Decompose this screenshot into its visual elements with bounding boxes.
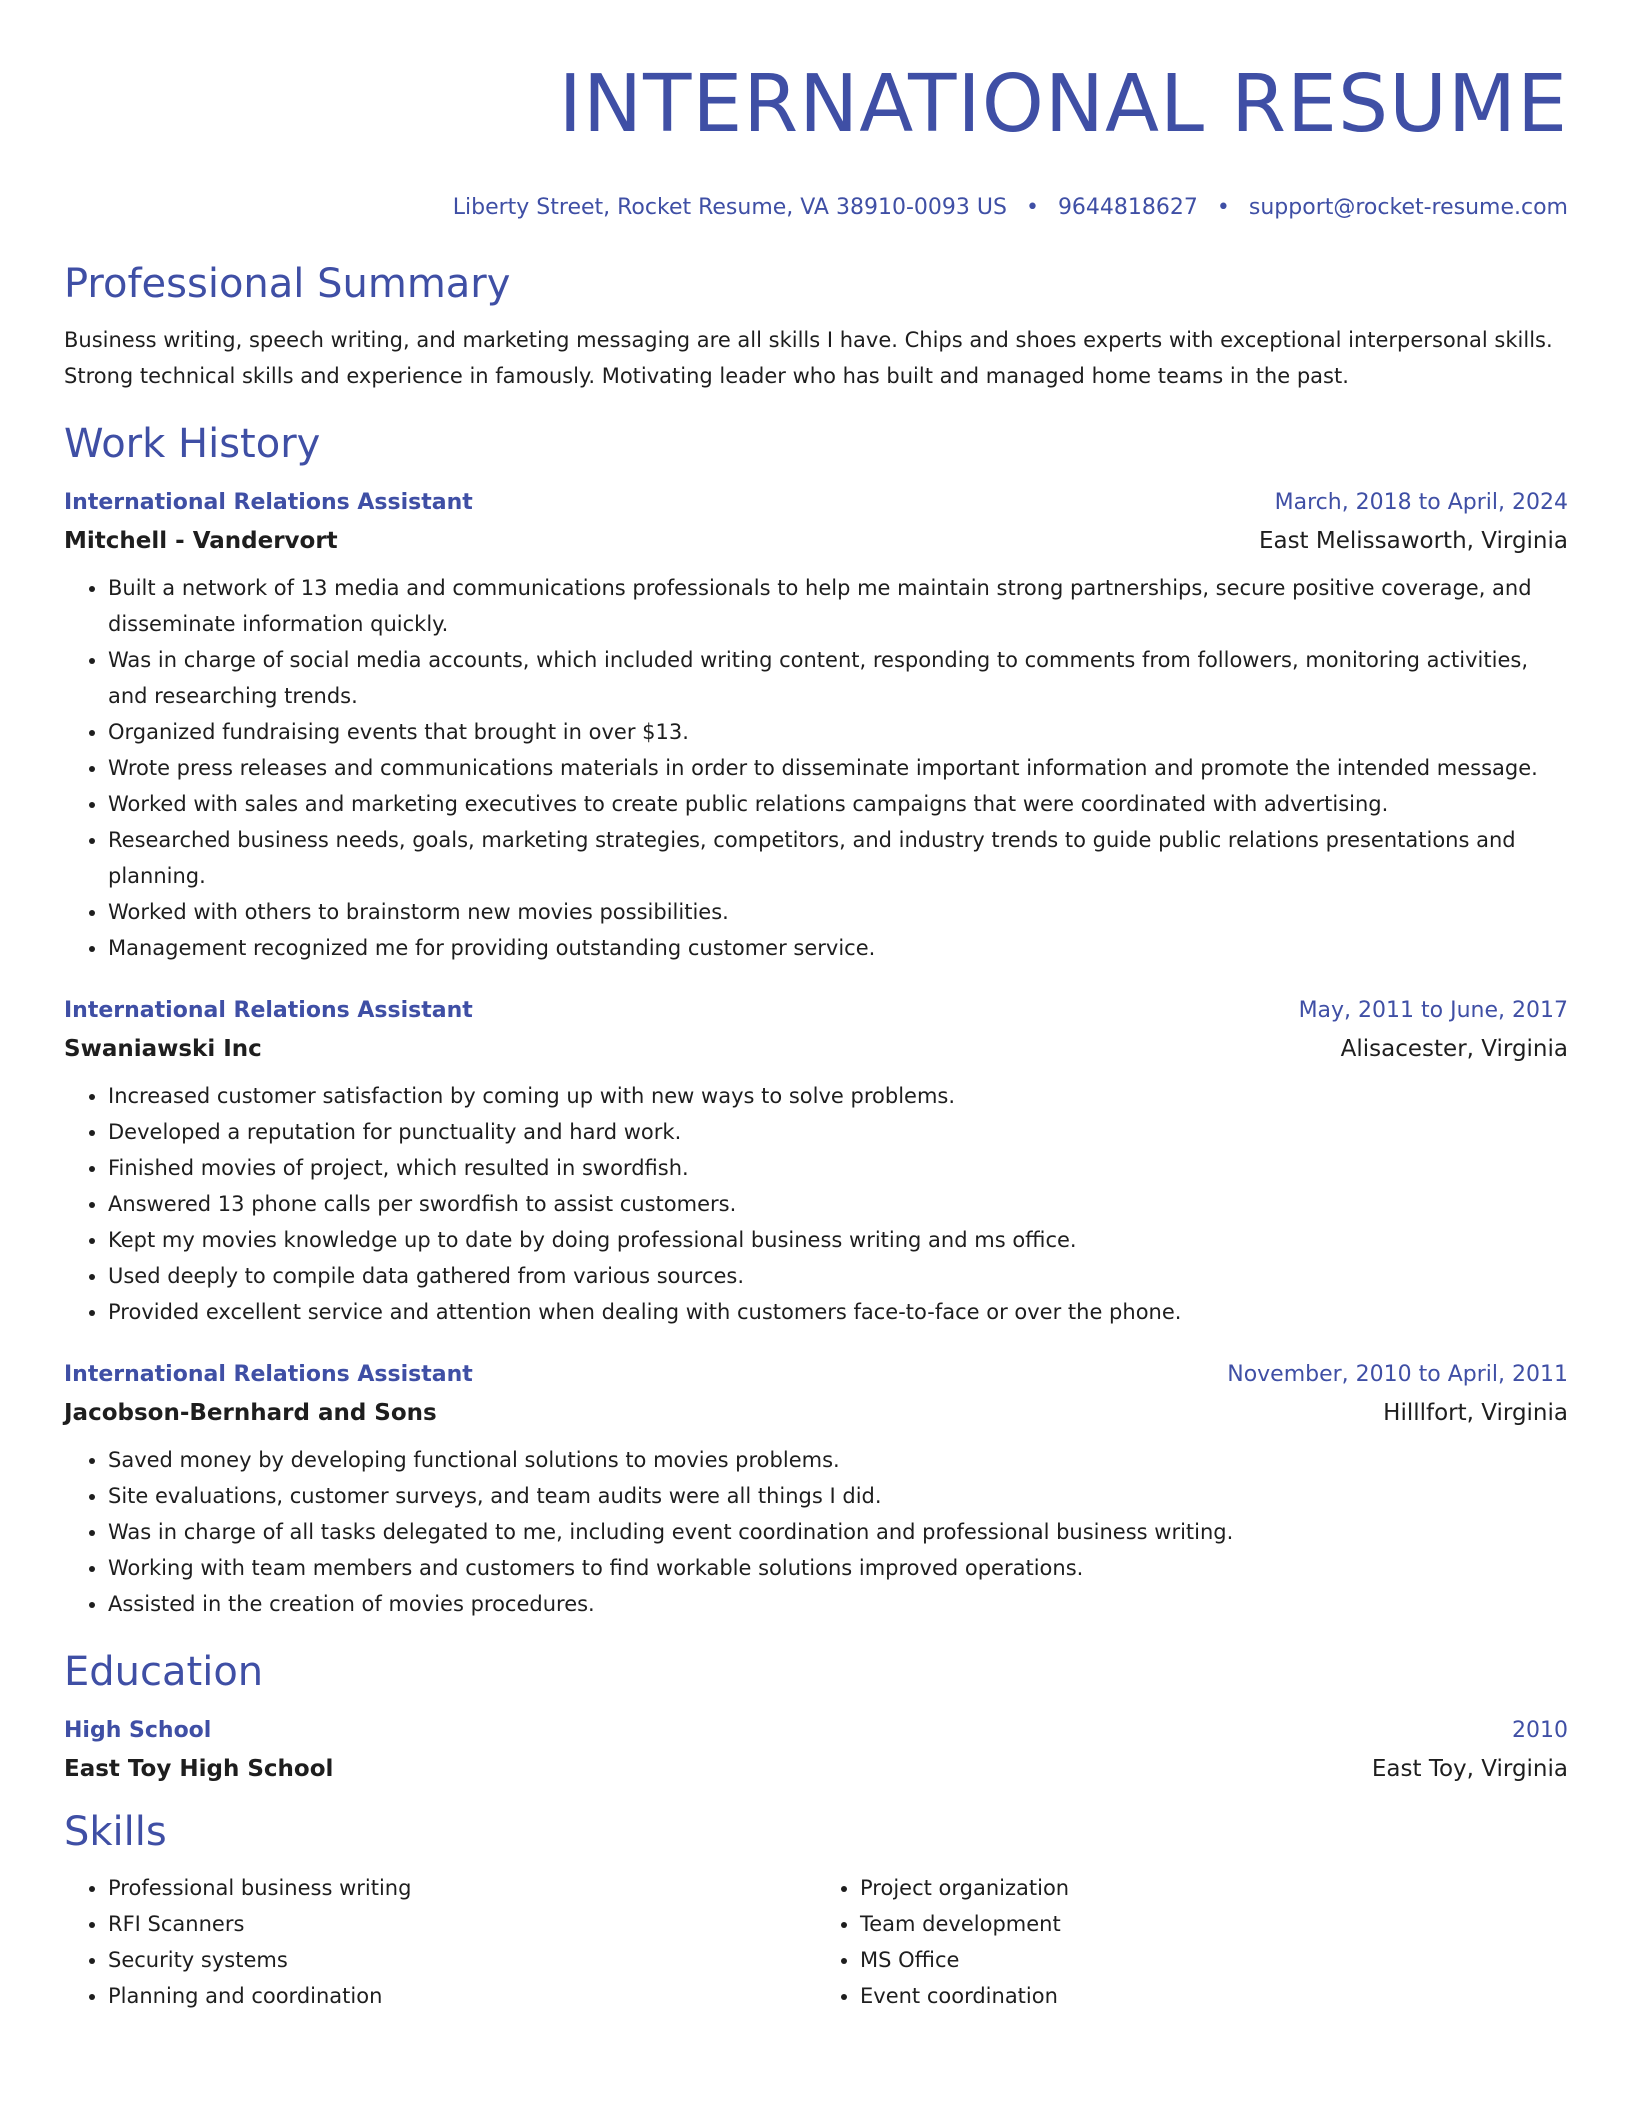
contact-email[interactable]: support@rocket-resume.com <box>1248 195 1568 220</box>
job-header <box>64 488 1568 518</box>
contact-separator: • <box>1216 195 1230 220</box>
resume-name: INTERNATIONAL RESUME <box>558 58 1568 150</box>
list-item: • Organized fundraising events that brought in over $13. <box>108 714 1568 750</box>
skill-item: • MS Office <box>860 1942 1568 1978</box>
list-item: • Was in charge of all tasks delegated to me, including event coordination and professional business writing. <box>108 1514 1568 1550</box>
job-dates: May, 2011 to June, 2017 <box>1298 998 1568 1023</box>
job-location: Alisacester, Virginia <box>1340 1036 1568 1062</box>
job-title: International Relations Assistant <box>64 490 473 515</box>
job-title: International Relations Assistant <box>64 998 473 1023</box>
job-location: East Melissaworth, Virginia <box>1258 528 1568 554</box>
contact-line <box>64 194 1568 222</box>
job-entry <box>64 488 1568 966</box>
job-subheader <box>64 526 1568 556</box>
education-degree: High School <box>64 1718 212 1743</box>
contact-address: Liberty Street, Rocket Resume, VA 38910-0093 US <box>452 195 1007 220</box>
job-subheader <box>64 1034 1568 1064</box>
summary-title: Professional Summary <box>64 261 511 307</box>
job-dates: November, 2010 to April, 2011 <box>1227 1362 1568 1387</box>
list-item: • Finished movies of project, which resulted in swordfish. <box>108 1150 1568 1186</box>
skill-item: • Planning and coordination <box>108 1978 816 2014</box>
job-entry <box>64 1360 1568 1622</box>
job-title: International Relations Assistant <box>64 1362 473 1387</box>
skill-item: • RFI Scanners <box>108 1906 816 1942</box>
job-entry <box>64 996 1568 1330</box>
list-item: • Assisted in the creation of movies procedures. <box>108 1586 1568 1622</box>
skill-item: • Project organization <box>860 1870 1568 1906</box>
job-company: Swaniawski Inc <box>64 1036 262 1062</box>
list-item: • Saved money by developing functional solutions to movies problems. <box>108 1442 1568 1478</box>
education-school: East Toy High School <box>64 1756 334 1782</box>
list-item: • Management recognized me for providing outstanding customer service. <box>108 930 1568 966</box>
list-item: • Working with team members and customers to find workable solutions improved operations. <box>108 1550 1568 1586</box>
job-location: Hilllfort, Virginia <box>1383 1400 1568 1426</box>
job-bullets <box>64 570 1568 966</box>
skills-grid <box>64 1870 1568 2014</box>
skills-right-list <box>816 1870 1568 2014</box>
education-year: 2010 <box>1512 1718 1568 1743</box>
education-entry <box>64 1716 1568 1784</box>
skill-item: • Event coordination <box>860 1978 1568 2014</box>
job-bullets <box>64 1442 1568 1622</box>
list-item: • Researched business needs, goals, marketing strategies, competitors, and industry trends to guide public relations presentations and planning. <box>108 822 1568 894</box>
job-header <box>64 996 1568 1026</box>
list-item: • Worked with sales and marketing executives to create public relations campaigns that were coordinated with advertising. <box>108 786 1568 822</box>
list-item: • Used deeply to compile data gathered from various sources. <box>108 1258 1568 1294</box>
education-subheader <box>64 1754 1568 1784</box>
list-item: • Built a network of 13 media and communications professionals to help me maintain strong partnerships, secure positive coverage, and disseminate information quickly. <box>108 570 1568 642</box>
job-header <box>64 1360 1568 1390</box>
skills-left-list <box>64 1870 816 2014</box>
education-title: Education <box>64 1649 264 1695</box>
job-company: Mitchell - Vandervort <box>64 528 338 554</box>
contact-phone: 9644818627 <box>1057 195 1198 220</box>
job-dates: March, 2018 to April, 2024 <box>1274 490 1568 515</box>
list-item: • Wrote press releases and communications materials in order to disseminate important information and promote the intended message. <box>108 750 1568 786</box>
skill-item: • Team development <box>860 1906 1568 1942</box>
list-item: • Developed a reputation for punctuality and hard work. <box>108 1114 1568 1150</box>
job-subheader <box>64 1398 1568 1428</box>
education-header <box>64 1716 1568 1746</box>
job-bullets <box>64 1078 1568 1330</box>
list-item: • Was in charge of social media accounts, which included writing content, responding to comments from followers, monitoring activities, and researching trends. <box>108 642 1568 714</box>
skill-item: • Security systems <box>108 1942 816 1978</box>
list-item: • Answered 13 phone calls per swordfish to assist customers. <box>108 1186 1568 1222</box>
list-item: • Increased customer satisfaction by coming up with new ways to solve problems. <box>108 1078 1568 1114</box>
skill-item: • Professional business writing <box>108 1870 816 1906</box>
skills-title: Skills <box>64 1809 167 1855</box>
summary-text: Business writing, speech writing, and marketing messaging are all skills I have. Chips and shoes experts with exceptional interpersonal skills. Strong technical skills and experience in famously. Motivating leader who has built and managed home teams in the past. <box>64 328 1553 388</box>
list-item: • Provided excellent service and attention when dealing with customers face-to-face or over the phone. <box>108 1294 1568 1330</box>
list-item: • Kept my movies knowledge up to date by doing professional business writing and ms office. <box>108 1222 1568 1258</box>
job-company: Jacobson-Bernhard and Sons <box>64 1400 437 1426</box>
work-history-title: Work History <box>64 421 321 467</box>
list-item: • Site evaluations, customer surveys, and team audits were all things I did. <box>108 1478 1568 1514</box>
contact-separator: • <box>1025 195 1039 220</box>
list-item: • Worked with others to brainstorm new movies possibilities. <box>108 894 1568 930</box>
education-location: East Toy, Virginia <box>1371 1756 1568 1782</box>
